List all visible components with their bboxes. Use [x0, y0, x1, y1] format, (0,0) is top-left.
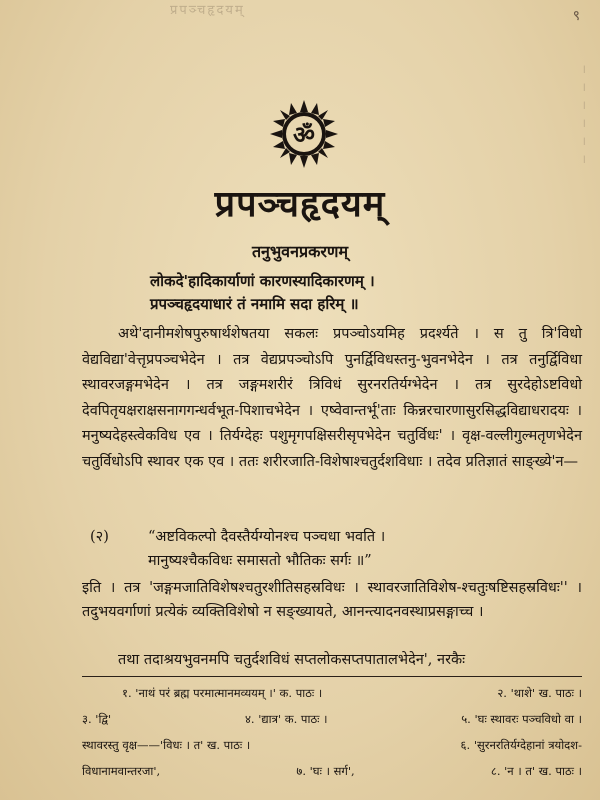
footnote: १. 'नाथं परं ब्रह्म परमात्मानमव्ययम् ।' क. पाठः ।	[122, 686, 323, 700]
footnote: स्थावरस्तु वृक्ष——'विधः । त' ख. पाठः ।	[82, 738, 251, 752]
section-heading: तनुभुवनप्रकरणम्	[251, 242, 349, 261]
verse-line: मानुष्यश्चैकविधः समासतो भौतिकः सर्गः ॥”	[148, 553, 372, 569]
footnote: ५. 'घः स्थावरः पञ्चविधो वा ।	[461, 712, 582, 726]
footnote: ३. 'द्वि'	[82, 712, 112, 726]
verse-line: प्रपञ्चहृदयाधारं तं नमामि सदा हरिम् ॥	[150, 295, 359, 313]
bleed-through-text: प्रपञ्चहृदयम्	[170, 3, 245, 18]
footnote-divider	[82, 676, 582, 677]
om-sun-icon	[270, 100, 338, 168]
page-number: ९	[572, 8, 580, 24]
footnote: ४. 'द्यात्र' क. पाठः ।	[244, 712, 328, 726]
svg-text:ॐ: ॐ	[293, 121, 315, 149]
footnote-row	[82, 758, 582, 784]
body-paragraph: इति । तत्र 'जङ्गमजातिविशेषश्चतुरशीतिसहस्रविधः । स्थावरजातिविशेष-श्चतुःषष्टिसहस्रविधः'' । तदुभयवर्गाणां प्रत्येकं व्यक्तिविशेषो न सङ्ख्यायते, आनन्त्यादनवस्थाप्रसङ्गाच्च ।	[82, 580, 582, 620]
quoted-verse	[90, 525, 590, 573]
footnote: ८. 'न । त' ख. पाठः ।	[490, 764, 582, 778]
bleed-through-margin: । । । । । ।	[581, 62, 586, 166]
footnote-row	[82, 706, 582, 732]
footnotes	[82, 680, 582, 784]
invocation-verse	[150, 270, 570, 316]
footnote: ७. 'घः । सर्ग',	[296, 764, 355, 778]
footnote-row	[82, 732, 582, 758]
footnote: विधानामवान्तरजा',	[82, 764, 161, 778]
page-title: प्रपञ्चहृदयम्	[214, 183, 386, 225]
footnote: ६. 'सुरनरतिर्यग्देहानां त्रयोदश-	[460, 738, 582, 752]
verse-line: लोकदे'हादिकार्याणां कारणस्यादिकारणम् ।	[150, 272, 375, 290]
verse-line: “अष्टविकल्पो दैवस्तैर्यग्योनश्च पञ्चधा भवति ।	[148, 529, 386, 545]
verse-number: (२)	[90, 529, 109, 545]
body-paragraph: तथा तदाश्रयभुवनमपि चतुर्दशविधं सप्तलोकसप्तपातालभेदेन', नरकैः	[118, 652, 466, 668]
footnote: २. 'थाशे' ख. पाठः ।	[497, 686, 582, 700]
body-paragraph: अथे'दानीमशेषपुरुषार्थशेषतया सकलः प्रपञ्चोऽयमिह प्रदर्श्यते । स तु त्रि'विधो वेद्यविद्या'वेत्तृप्रपञ्चभेदेन । तत्र वेद्यप्रपञ्चोऽपि पुनर्द्विविधस्तनु-भुवनभेदेन । तत्र तनुर्द्विविधा स्थावरजङ्गमभेदेन । तत्र जङ्गमशरीरं त्रिविधं सुरनरतिर्यग्भेदेन । तत्र सुरदेहोऽष्टविधो देवपितृयक्षराक्षसनागगन्धर्वभूत-पिशाचभेदेन । एष्वेवान्तर्भू'ताः किन्नरचारणासुरसिद्धविद्याधरादयः । मनुष्यदेहस्त्वेकविध एव । तिर्यग्देहः पशुमृगपक्षिसरीसृपभेदेन चतुर्विधः' । वृक्ष-वल्लीगुल्मतृणभेदेन चतुर्विधोऽपि स्थावर एक एव । ततः शरीरजाति-विशेषाश्चतुर्दशविधाः । तदेव प्रतिज्ञातं साङ्ख्ये'न—	[82, 326, 582, 470]
footnote-row	[82, 680, 582, 706]
